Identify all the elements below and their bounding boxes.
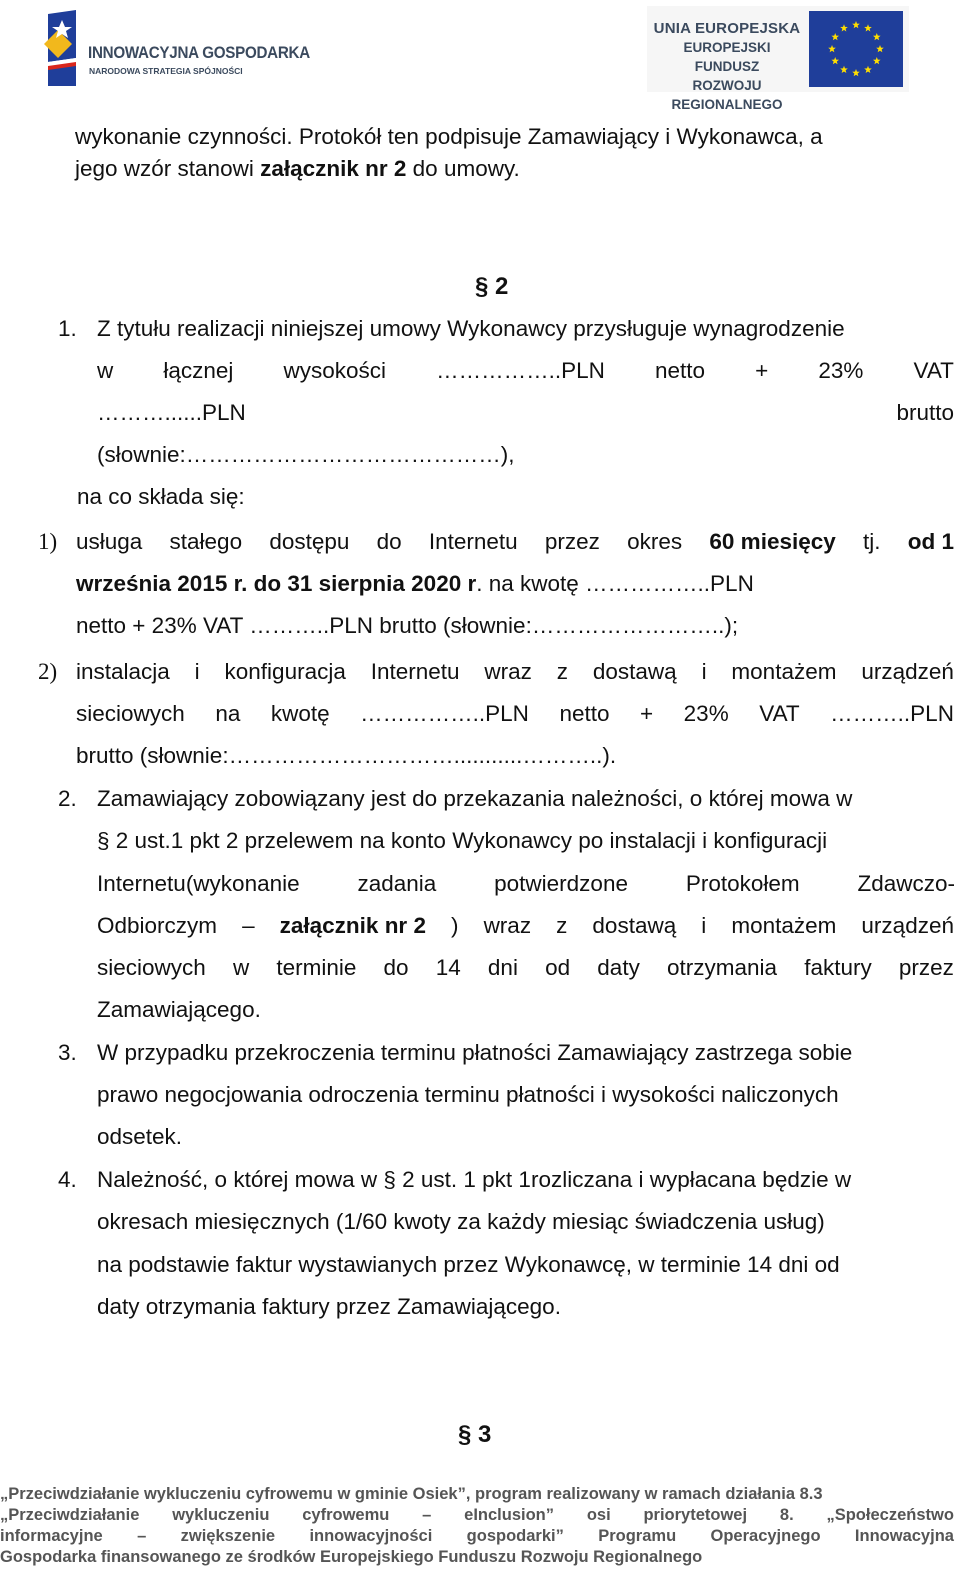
word: wraz bbox=[484, 659, 532, 684]
gross-label: brutto bbox=[896, 400, 954, 425]
item1-line-3: netto + 23% VAT ………..PLN brutto (słownie:……………………..); bbox=[76, 613, 739, 638]
item1-word: tj. bbox=[862, 529, 881, 554]
word: terminie bbox=[276, 955, 357, 980]
footer-line-1: „Przeciwdziałanie wykluczeniu cyfrowemu w gminie Osiek”, program realizowany w ramach działania 8.3 bbox=[0, 1485, 823, 1503]
footer-line-4: Gospodarka finansowanego ze środków Europejskiego Funduszu Rozwoju Regionalnego bbox=[0, 1548, 703, 1566]
word: gospodarki” bbox=[466, 1527, 564, 1545]
attachment-reference: załącznik nr 2 bbox=[279, 913, 426, 938]
word: faktury bbox=[804, 955, 872, 980]
word: Programu bbox=[598, 1527, 677, 1545]
item2-line-3: brutto (słownie:…………………………...........………..). bbox=[76, 743, 617, 768]
word: Protokołem bbox=[685, 871, 800, 896]
item-number: 1) bbox=[38, 529, 58, 554]
word: zwiększenie bbox=[180, 1527, 276, 1545]
word: do bbox=[376, 529, 402, 554]
word: otrzymania bbox=[666, 955, 778, 980]
p2-line-4 bbox=[97, 911, 954, 941]
gross-amount-placeholder: ………......PLN bbox=[97, 400, 246, 425]
word: wraz bbox=[483, 913, 532, 938]
word: zadania bbox=[357, 871, 437, 896]
word: urządzeń bbox=[861, 913, 954, 938]
date-range-bold: września 2015 r. do 31 sierpnia 2020 r bbox=[76, 571, 477, 596]
eu-logo-line2: EUROPEJSKI FUNDUSZ bbox=[683, 40, 771, 74]
p2-line-2: § 2 ust.1 pkt 2 przelewem na konto Wykonawcy po instalacji i konfiguracji bbox=[97, 828, 828, 853]
item1-line-2 bbox=[76, 569, 754, 599]
word: urządzeń bbox=[861, 659, 954, 684]
ig-logo-title: INNOWACYJNA GOSPODARKA bbox=[88, 44, 310, 62]
paragraph-number: 4. bbox=[58, 1167, 77, 1192]
word: przez bbox=[544, 529, 600, 554]
eu-logo bbox=[647, 6, 909, 112]
p3-line-2: prawo negocjowania odroczenia terminu płatności i wysokości naliczonych bbox=[97, 1082, 839, 1107]
p2-line-1: Zamawiający zobowiązany jest do przekazania należności, o której mowa w bbox=[97, 786, 853, 811]
word: i bbox=[701, 659, 707, 684]
word: Internetu(wykonanie bbox=[97, 871, 300, 896]
footer-line-3 bbox=[0, 1526, 954, 1547]
word: priorytetowej bbox=[643, 1506, 748, 1524]
word: VAT bbox=[913, 358, 954, 383]
word: i bbox=[701, 913, 707, 938]
intro-line-1: wykonanie czynności. Protokół ten podpisuje Zamawiający i Wykonawca, a bbox=[75, 124, 823, 149]
p2-line-3 bbox=[97, 869, 955, 899]
word: kwotę bbox=[270, 701, 330, 726]
word: + bbox=[755, 358, 769, 383]
word: i bbox=[194, 659, 200, 684]
word: dni bbox=[487, 955, 518, 980]
word: Internetu bbox=[370, 659, 460, 684]
word: wysokości bbox=[283, 358, 387, 383]
word: sieciowych bbox=[76, 701, 185, 726]
p4-line-1: Należność, o której mowa w § 2 ust. 1 pkt 1rozliczana i wypłacana będzie w bbox=[97, 1167, 852, 1192]
word: dostawą bbox=[592, 913, 677, 938]
word: ………..PLN bbox=[830, 701, 954, 726]
word: VAT bbox=[759, 701, 800, 726]
eu-flag-icon bbox=[809, 11, 903, 87]
section-2-heading: § 2 bbox=[475, 273, 509, 300]
word: w bbox=[232, 955, 250, 980]
item-number: 2) bbox=[38, 659, 58, 684]
p1-line-2 bbox=[97, 356, 954, 386]
footer-line-2 bbox=[0, 1505, 954, 1526]
intro-text-end: do umowy. bbox=[406, 156, 520, 181]
word: osi bbox=[586, 1506, 611, 1524]
word: 23% bbox=[818, 358, 864, 383]
item2-line-2 bbox=[76, 699, 954, 729]
item2-line-1 bbox=[76, 657, 954, 687]
word: Innowacyjna bbox=[854, 1527, 954, 1545]
ig-logo-mark-icon bbox=[42, 10, 82, 86]
item1-amount: . na kwotę ……………..PLN bbox=[476, 571, 754, 596]
p2-word: Odbiorczym bbox=[97, 913, 218, 938]
word: cyfrowemu bbox=[302, 1506, 390, 1524]
word: netto bbox=[654, 358, 706, 383]
word: 23% bbox=[683, 701, 729, 726]
paragraph-number: 3. bbox=[58, 1040, 77, 1065]
p4-line-3: na podstawie faktur wystawianych przez Wykonawcę, w terminie 14 dni od bbox=[97, 1252, 840, 1277]
duration-bold: 60 miesięcy bbox=[709, 529, 836, 554]
p1-line-3 bbox=[97, 398, 954, 428]
word: Internetu bbox=[428, 529, 518, 554]
word: stałego bbox=[169, 529, 243, 554]
paragraph-number: 1. bbox=[58, 316, 77, 341]
p2-word: – bbox=[242, 913, 255, 938]
word: montażem bbox=[731, 913, 837, 938]
word: „Przeciwdziałanie bbox=[0, 1506, 140, 1524]
word: montażem bbox=[731, 659, 837, 684]
p3-line-1: W przypadku przekroczenia terminu płatności Zamawiający zastrzega sobie bbox=[97, 1040, 853, 1065]
word: potwierdzone bbox=[494, 871, 628, 896]
word: – bbox=[137, 1527, 147, 1545]
word: usługa bbox=[76, 529, 143, 554]
paragraph-number: 2. bbox=[58, 786, 77, 811]
word: do bbox=[383, 955, 409, 980]
word: daty bbox=[597, 955, 640, 980]
word: ……………..PLN bbox=[436, 358, 605, 383]
word: 8. bbox=[779, 1506, 794, 1524]
word: sieciowych bbox=[97, 955, 206, 980]
word: eInclusion” bbox=[464, 1506, 554, 1524]
word: z bbox=[556, 659, 569, 684]
word: wykluczeniu bbox=[172, 1506, 270, 1524]
ig-logo-subtitle: NARODOWA STRATEGIA SPÓJNOŚCI bbox=[89, 66, 243, 76]
word: przez bbox=[898, 955, 954, 980]
word: konfiguracja bbox=[224, 659, 346, 684]
p2-line-6: Zamawiającego. bbox=[97, 997, 261, 1022]
eu-logo-text bbox=[651, 19, 803, 114]
attachment-reference: załącznik nr 2 bbox=[260, 156, 407, 181]
word: instalacja bbox=[76, 659, 170, 684]
word: + bbox=[640, 701, 654, 726]
word: 14 bbox=[435, 955, 461, 980]
word: Operacyjnego bbox=[710, 1527, 821, 1545]
word: – bbox=[422, 1506, 432, 1524]
word: dostawą bbox=[592, 659, 677, 684]
p4-line-2: okresach miesięcznych (1/60 kwoty za każdy miesiąc świadczenia usług) bbox=[97, 1209, 825, 1234]
word: „Społeczeństwo bbox=[826, 1506, 954, 1524]
word: od bbox=[545, 955, 571, 980]
eu-logo-line1: UNIA EUROPEJSKA bbox=[653, 20, 801, 37]
word: dostępu bbox=[269, 529, 350, 554]
word: w bbox=[97, 358, 114, 383]
word: na bbox=[215, 701, 241, 726]
section-3-heading: § 3 bbox=[458, 1421, 492, 1448]
innowacyjna-gospodarka-logo bbox=[42, 10, 312, 90]
word: netto bbox=[559, 701, 610, 726]
eu-logo-line3: ROZWOJU REGIONALNEGO bbox=[671, 78, 783, 112]
word: z bbox=[556, 913, 568, 938]
p1-line-5: na co składa się: bbox=[77, 484, 245, 509]
intro-line-2 bbox=[75, 154, 520, 184]
word: łącznej bbox=[163, 358, 234, 383]
word: ) bbox=[451, 913, 459, 938]
intro-text: jego wzór stanowi bbox=[75, 156, 261, 181]
p2-line-5 bbox=[97, 953, 954, 983]
date-bold: od 1 bbox=[907, 529, 954, 554]
p4-line-4: daty otrzymania faktury przez Zamawiającego. bbox=[97, 1294, 561, 1319]
p1-line-4: (słownie:……………………………………), bbox=[97, 442, 515, 467]
word: informacyjne bbox=[0, 1527, 103, 1545]
word: innowacyjności bbox=[309, 1527, 433, 1545]
p3-line-3: odsetek. bbox=[97, 1124, 183, 1149]
item1-line-1 bbox=[76, 527, 954, 557]
word: okres bbox=[627, 529, 683, 554]
page-header bbox=[0, 0, 960, 112]
p1-line-1: Z tytułu realizacji niniejszej umowy Wykonawcy przysługuje wynagrodzenie bbox=[97, 316, 845, 341]
word: Zdawczo- bbox=[857, 871, 955, 896]
word: ……………..PLN bbox=[360, 701, 529, 726]
